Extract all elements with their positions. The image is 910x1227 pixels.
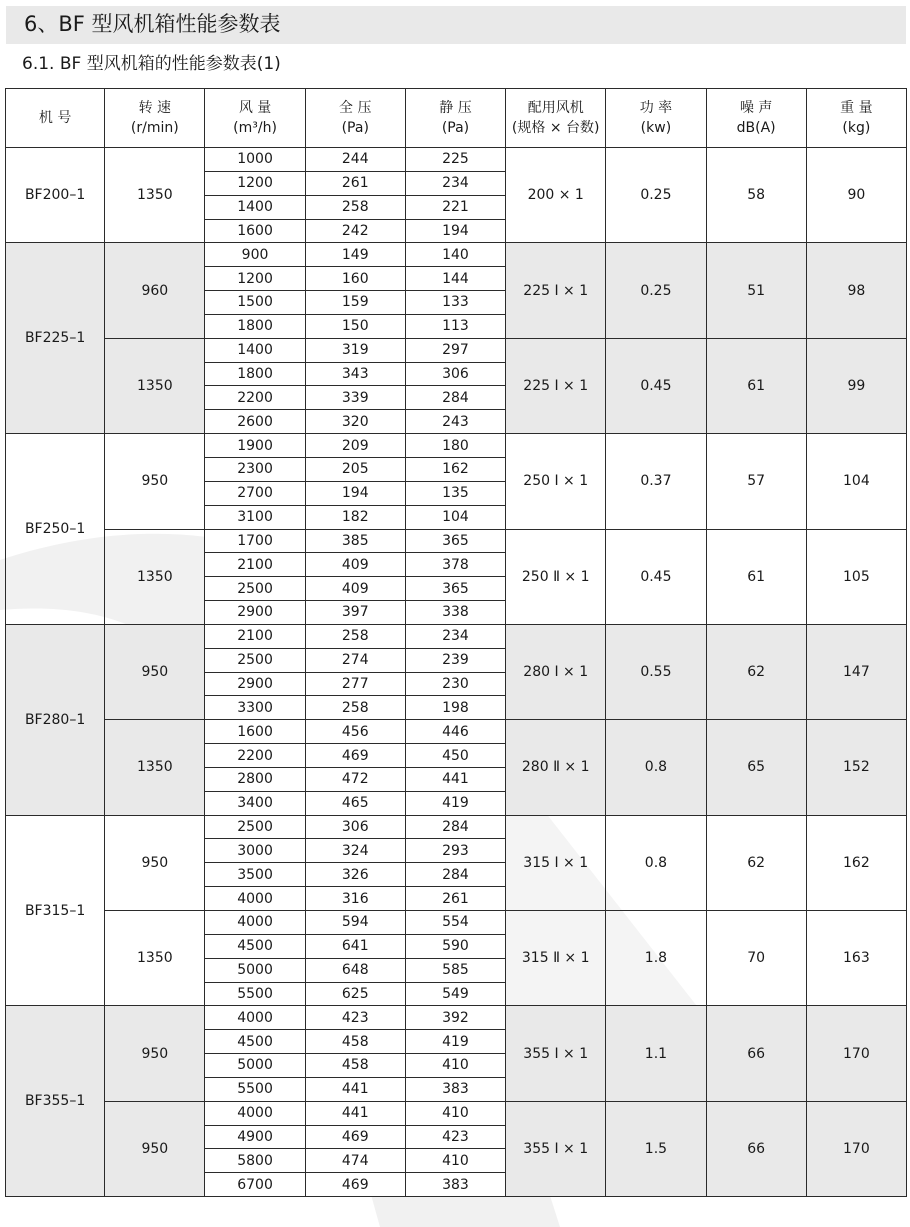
power-cell: 1.1 [606, 1006, 706, 1101]
header-unit: (r/min) [130, 120, 179, 136]
static-pressure-cell: 383 [405, 1173, 505, 1197]
static-pressure-cell: 410 [405, 1149, 505, 1173]
static-pressure-cell: 261 [405, 887, 505, 911]
model-cell: BF315–1 [6, 815, 105, 1006]
airflow-cell: 2500 [205, 815, 305, 839]
speed-cell: 1350 [105, 911, 205, 1006]
total-pressure-cell: 648 [305, 958, 405, 982]
static-pressure-cell: 234 [405, 171, 505, 195]
weight-cell: 98 [806, 243, 906, 338]
model-cell: BF200–1 [6, 148, 105, 243]
model-cell: BF250–1 [6, 434, 105, 625]
speed-cell: 1350 [105, 338, 205, 433]
static-pressure-cell: 441 [405, 767, 505, 791]
static-pressure-cell: 392 [405, 1006, 505, 1030]
noise-cell: 61 [706, 529, 806, 624]
total-pressure-cell: 385 [305, 529, 405, 553]
header-label: 功 率 [639, 100, 673, 116]
speed-cell: 950 [105, 434, 205, 529]
speed-cell: 950 [105, 815, 205, 910]
header-label: 噪 声 [739, 100, 773, 116]
total-pressure-cell: 205 [305, 457, 405, 481]
speed-cell: 950 [105, 1101, 205, 1196]
table-row [6, 720, 907, 744]
total-pressure-cell: 194 [305, 481, 405, 505]
table-row [6, 148, 907, 172]
total-pressure-cell: 324 [305, 839, 405, 863]
power-cell: 0.8 [606, 815, 706, 910]
airflow-cell: 3100 [205, 505, 305, 529]
fan-cell: 250 Ⅰ × 1 [506, 434, 606, 529]
airflow-cell: 1200 [205, 267, 305, 291]
speed-cell: 960 [105, 243, 205, 338]
airflow-cell: 6700 [205, 1173, 305, 1197]
total-pressure-cell: 458 [305, 1054, 405, 1078]
airflow-cell: 1400 [205, 338, 305, 362]
airflow-cell: 1700 [205, 529, 305, 553]
header-unit: (kg) [842, 120, 871, 136]
header-cell [806, 89, 906, 148]
static-pressure-cell: 590 [405, 934, 505, 958]
airflow-cell: 1800 [205, 362, 305, 386]
total-pressure-cell: 160 [305, 267, 405, 291]
table-row [6, 434, 907, 458]
airflow-cell: 2300 [205, 457, 305, 481]
table-row [6, 243, 907, 267]
header-label: 重 量 [840, 100, 873, 116]
header-label: 全 压 [339, 100, 372, 116]
airflow-cell: 2200 [205, 386, 305, 410]
speed-cell: 950 [105, 624, 205, 719]
static-pressure-cell: 338 [405, 601, 505, 625]
airflow-cell: 2200 [205, 744, 305, 768]
weight-cell: 170 [806, 1101, 906, 1196]
static-pressure-cell: 104 [405, 505, 505, 529]
static-pressure-cell: 378 [405, 553, 505, 577]
airflow-cell: 1900 [205, 434, 305, 458]
fan-cell: 315 Ⅰ × 1 [506, 815, 606, 910]
model-cell: BF280–1 [6, 624, 105, 815]
noise-cell: 62 [706, 815, 806, 910]
total-pressure-cell: 397 [305, 601, 405, 625]
airflow-cell: 2700 [205, 481, 305, 505]
power-cell: 1.8 [606, 911, 706, 1006]
total-pressure-cell: 326 [305, 863, 405, 887]
header-cell [706, 89, 806, 148]
airflow-cell: 2500 [205, 648, 305, 672]
static-pressure-cell: 419 [405, 1030, 505, 1054]
table-row [6, 338, 907, 362]
weight-cell: 104 [806, 434, 906, 529]
title-bar [6, 6, 906, 44]
airflow-cell: 1000 [205, 148, 305, 172]
airflow-cell: 2800 [205, 767, 305, 791]
header-unit: (Pa) [341, 120, 369, 136]
airflow-cell: 1600 [205, 219, 305, 243]
table-subtitle: 6.1. BF 型风机箱的性能参数表(1) [22, 54, 281, 74]
header-label: 静 压 [439, 100, 472, 116]
total-pressure-cell: 258 [305, 696, 405, 720]
power-cell: 0.8 [606, 720, 706, 815]
table-row [6, 1101, 907, 1125]
speed-cell: 1350 [105, 148, 205, 243]
airflow-cell: 4500 [205, 1030, 305, 1054]
weight-cell: 163 [806, 911, 906, 1006]
header-cell [205, 89, 305, 148]
airflow-cell: 4000 [205, 1101, 305, 1125]
static-pressure-cell: 446 [405, 720, 505, 744]
total-pressure-cell: 458 [305, 1030, 405, 1054]
model-cell: BF225–1 [6, 243, 105, 434]
noise-cell: 65 [706, 720, 806, 815]
fan-cell: 280 Ⅱ × 1 [506, 720, 606, 815]
noise-cell: 51 [706, 243, 806, 338]
table-row [6, 624, 907, 648]
static-pressure-cell: 297 [405, 338, 505, 362]
static-pressure-cell: 230 [405, 672, 505, 696]
airflow-cell: 3400 [205, 791, 305, 815]
page-title: 6、BF 型风机箱性能参数表 [24, 12, 281, 36]
total-pressure-cell: 242 [305, 219, 405, 243]
power-cell: 1.5 [606, 1101, 706, 1196]
total-pressure-cell: 319 [305, 338, 405, 362]
total-pressure-cell: 441 [305, 1101, 405, 1125]
model-cell: BF355–1 [6, 1006, 105, 1197]
airflow-cell: 1800 [205, 314, 305, 338]
static-pressure-cell: 306 [405, 362, 505, 386]
total-pressure-cell: 339 [305, 386, 405, 410]
total-pressure-cell: 469 [305, 1125, 405, 1149]
power-cell: 0.25 [606, 243, 706, 338]
fan-cell: 315 Ⅱ × 1 [506, 911, 606, 1006]
weight-cell: 152 [806, 720, 906, 815]
airflow-cell: 2100 [205, 624, 305, 648]
airflow-cell: 1400 [205, 195, 305, 219]
table-row [6, 815, 907, 839]
total-pressure-cell: 423 [305, 1006, 405, 1030]
static-pressure-cell: 284 [405, 386, 505, 410]
static-pressure-cell: 162 [405, 457, 505, 481]
static-pressure-cell: 140 [405, 243, 505, 267]
total-pressure-cell: 474 [305, 1149, 405, 1173]
airflow-cell: 5800 [205, 1149, 305, 1173]
total-pressure-cell: 343 [305, 362, 405, 386]
speed-cell: 950 [105, 1006, 205, 1101]
airflow-cell: 3500 [205, 863, 305, 887]
fan-cell: 225 Ⅰ × 1 [506, 243, 606, 338]
airflow-cell: 4900 [205, 1125, 305, 1149]
speed-cell: 1350 [105, 720, 205, 815]
weight-cell: 170 [806, 1006, 906, 1101]
total-pressure-cell: 465 [305, 791, 405, 815]
weight-cell: 105 [806, 529, 906, 624]
total-pressure-cell: 469 [305, 1173, 405, 1197]
table-header-row [6, 89, 907, 148]
airflow-cell: 5000 [205, 1054, 305, 1078]
total-pressure-cell: 150 [305, 314, 405, 338]
static-pressure-cell: 410 [405, 1101, 505, 1125]
header-cell [6, 89, 105, 148]
noise-cell: 58 [706, 148, 806, 243]
header-unit: (kw) [640, 120, 672, 136]
total-pressure-cell: 441 [305, 1077, 405, 1101]
fan-cell: 225 Ⅰ × 1 [506, 338, 606, 433]
static-pressure-cell: 585 [405, 958, 505, 982]
power-cell: 0.55 [606, 624, 706, 719]
static-pressure-cell: 365 [405, 529, 505, 553]
noise-cell: 70 [706, 911, 806, 1006]
total-pressure-cell: 274 [305, 648, 405, 672]
header-unit: (规格 × 台数) [511, 120, 600, 136]
airflow-cell: 4000 [205, 1006, 305, 1030]
total-pressure-cell: 316 [305, 887, 405, 911]
total-pressure-cell: 409 [305, 577, 405, 601]
static-pressure-cell: 225 [405, 148, 505, 172]
table-row [6, 529, 907, 553]
fan-cell: 250 Ⅱ × 1 [506, 529, 606, 624]
airflow-cell: 4000 [205, 887, 305, 911]
static-pressure-cell: 113 [405, 314, 505, 338]
airflow-cell: 1500 [205, 291, 305, 315]
total-pressure-cell: 594 [305, 911, 405, 935]
fan-cell: 280 Ⅰ × 1 [506, 624, 606, 719]
header-label: 配用风机 [527, 100, 584, 116]
airflow-cell: 2900 [205, 601, 305, 625]
airflow-cell: 5500 [205, 982, 305, 1006]
static-pressure-cell: 450 [405, 744, 505, 768]
airflow-cell: 5500 [205, 1077, 305, 1101]
airflow-cell: 2500 [205, 577, 305, 601]
header-unit: (Pa) [441, 120, 470, 136]
weight-cell: 162 [806, 815, 906, 910]
static-pressure-cell: 554 [405, 911, 505, 935]
static-pressure-cell: 135 [405, 481, 505, 505]
static-pressure-cell: 239 [405, 648, 505, 672]
fan-cell: 200 × 1 [506, 148, 606, 243]
noise-cell: 66 [706, 1101, 806, 1196]
total-pressure-cell: 641 [305, 934, 405, 958]
total-pressure-cell: 149 [305, 243, 405, 267]
header-unit: dB(A) [736, 120, 776, 136]
header-cell [305, 89, 405, 148]
airflow-cell: 3000 [205, 839, 305, 863]
header-label: 风 量 [238, 100, 272, 116]
static-pressure-cell: 419 [405, 791, 505, 815]
static-pressure-cell: 234 [405, 624, 505, 648]
static-pressure-cell: 243 [405, 410, 505, 434]
performance-table [5, 88, 907, 1197]
total-pressure-cell: 209 [305, 434, 405, 458]
static-pressure-cell: 284 [405, 815, 505, 839]
airflow-cell: 900 [205, 243, 305, 267]
airflow-cell: 4500 [205, 934, 305, 958]
header-label: 转 速 [138, 100, 172, 116]
total-pressure-cell: 261 [305, 171, 405, 195]
fan-cell: 355 Ⅰ × 1 [506, 1101, 606, 1196]
static-pressure-cell: 221 [405, 195, 505, 219]
airflow-cell: 4000 [205, 911, 305, 935]
total-pressure-cell: 258 [305, 195, 405, 219]
power-cell: 0.25 [606, 148, 706, 243]
noise-cell: 62 [706, 624, 806, 719]
static-pressure-cell: 549 [405, 982, 505, 1006]
airflow-cell: 2100 [205, 553, 305, 577]
total-pressure-cell: 472 [305, 767, 405, 791]
total-pressure-cell: 258 [305, 624, 405, 648]
total-pressure-cell: 456 [305, 720, 405, 744]
header-cell [105, 89, 205, 148]
airflow-cell: 1600 [205, 720, 305, 744]
static-pressure-cell: 180 [405, 434, 505, 458]
header-cell [405, 89, 505, 148]
total-pressure-cell: 182 [305, 505, 405, 529]
static-pressure-cell: 293 [405, 839, 505, 863]
table-row [6, 911, 907, 935]
weight-cell: 147 [806, 624, 906, 719]
total-pressure-cell: 409 [305, 553, 405, 577]
static-pressure-cell: 133 [405, 291, 505, 315]
power-cell: 0.45 [606, 529, 706, 624]
airflow-cell: 2900 [205, 672, 305, 696]
static-pressure-cell: 365 [405, 577, 505, 601]
header-unit: (m³/h) [233, 120, 277, 136]
power-cell: 0.37 [606, 434, 706, 529]
static-pressure-cell: 410 [405, 1054, 505, 1078]
airflow-cell: 2600 [205, 410, 305, 434]
total-pressure-cell: 320 [305, 410, 405, 434]
header-label: 机 号 [38, 110, 72, 126]
header-cell [506, 89, 606, 148]
static-pressure-cell: 383 [405, 1077, 505, 1101]
noise-cell: 57 [706, 434, 806, 529]
static-pressure-cell: 284 [405, 863, 505, 887]
speed-cell: 1350 [105, 529, 205, 624]
airflow-cell: 5000 [205, 958, 305, 982]
total-pressure-cell: 306 [305, 815, 405, 839]
total-pressure-cell: 277 [305, 672, 405, 696]
weight-cell: 90 [806, 148, 906, 243]
airflow-cell: 1200 [205, 171, 305, 195]
noise-cell: 66 [706, 1006, 806, 1101]
static-pressure-cell: 198 [405, 696, 505, 720]
airflow-cell: 3300 [205, 696, 305, 720]
static-pressure-cell: 423 [405, 1125, 505, 1149]
noise-cell: 61 [706, 338, 806, 433]
table-row [6, 1006, 907, 1030]
total-pressure-cell: 244 [305, 148, 405, 172]
total-pressure-cell: 469 [305, 744, 405, 768]
total-pressure-cell: 159 [305, 291, 405, 315]
power-cell: 0.45 [606, 338, 706, 433]
static-pressure-cell: 144 [405, 267, 505, 291]
static-pressure-cell: 194 [405, 219, 505, 243]
weight-cell: 99 [806, 338, 906, 433]
fan-cell: 355 Ⅰ × 1 [506, 1006, 606, 1101]
header-cell [606, 89, 706, 148]
total-pressure-cell: 625 [305, 982, 405, 1006]
